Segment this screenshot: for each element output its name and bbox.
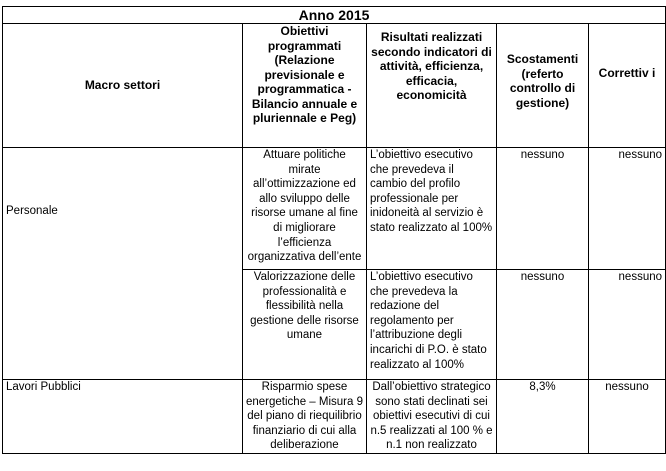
sector-cell: Lavori Pubblici <box>3 380 243 454</box>
deviation-cell: nessuno <box>497 270 589 380</box>
header-macro-settori: Macro settori <box>3 24 243 148</box>
header-correttivi: Correttiv i <box>589 24 666 148</box>
corrective-cell: nessuno <box>589 148 666 270</box>
corrective-cell: nessuno <box>589 270 666 380</box>
corrective-cell: nessuno <box>589 380 666 454</box>
header-scostamenti: Scostamenti (referto controllo di gestione) <box>497 24 589 148</box>
year-header: Anno 2015 <box>3 7 666 24</box>
deviation-cell: 8,3% <box>497 380 589 454</box>
column-header-row <box>3 24 666 148</box>
header-risultati: Risultati realizzati secondo indicatori di attività, efficienza, efficacia, economicità <box>367 24 497 148</box>
table-row <box>3 380 666 394</box>
header-obiettivi: Obiettivi programmati (Relazione previsionale e programmatica - Bilancio annuale e pluriennale e Peg) <box>243 24 367 148</box>
result-cell: L’obiettivo esecutivo che prevedeva il cambio del profilo professionale per inidoneità al servizio è stato realizzato al 100% <box>367 148 497 270</box>
results-table <box>2 6 666 454</box>
deviation-cell: nessuno <box>497 148 589 270</box>
sector-cell: Personale <box>3 148 243 380</box>
objective-cell: Risparmio spese energetiche – Misura 9 del piano di riequilibrio finanziario di cui alla deliberazione <box>243 380 367 454</box>
objective-cell: Valorizzazione delle professionalità e flessibilità nella gestione delle risorse umane <box>243 270 367 380</box>
result-cell: Dall’obiettivo strategico sono stati declinati sei obiettivi esecutivi di cui n.5 realizzati al 100 % e n.1 non realizzato <box>367 380 497 454</box>
year-row <box>3 7 666 24</box>
result-cell: L’obiettivo esecutivo che prevedeva la redazione del regolamento per l’attribuzione degli incarichi di P.O. è stato realizzato al 100% <box>367 270 497 380</box>
table-row <box>3 148 666 270</box>
objective-cell: Attuare politiche mirate all’ottimizzazione ed allo sviluppo delle risorse umane al fine di migliorare l’efficienza organizzativa dell’ente <box>243 148 367 270</box>
